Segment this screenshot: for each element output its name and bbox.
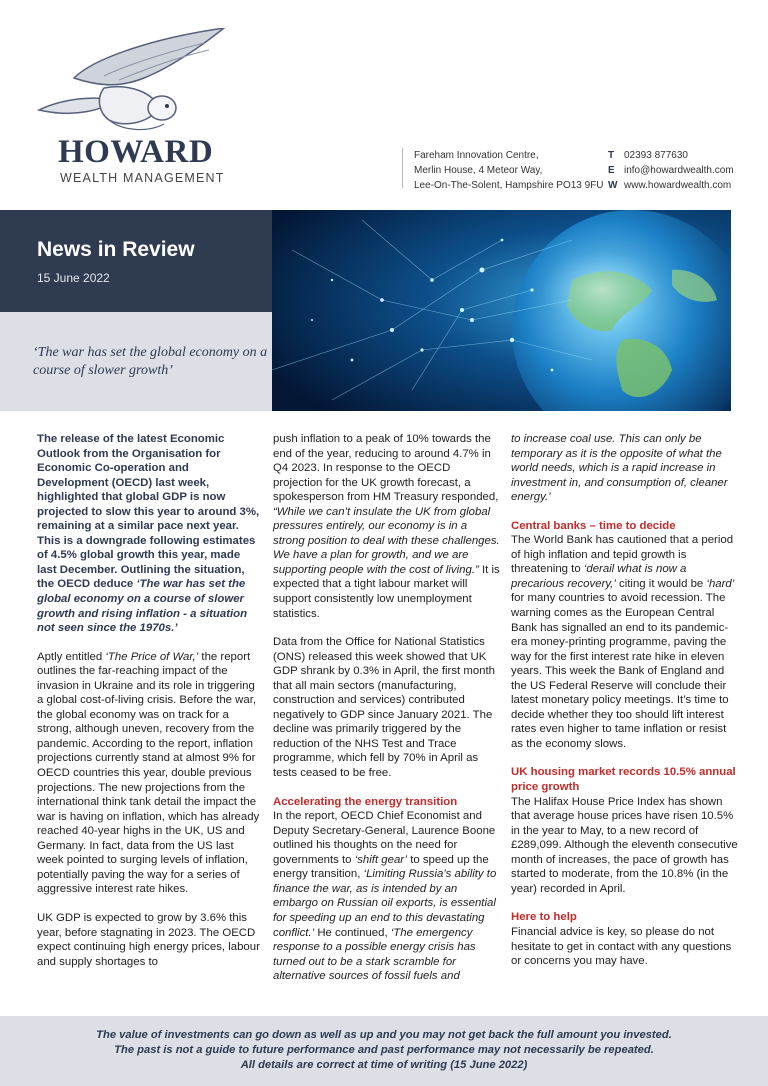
section-heading: Here to help [511,911,577,924]
paragraph: The Halifax House Price Index has shown that average house prices have risen 10.5% in the year to May, to a new record of £289,099. Although the eleventh consecutive month of increases, the pace of growth has started to moderate, from the 10.8% (in the year) recorded in April. [511,795,738,895]
contact-codes [608,148,617,193]
address-line: Lee-On-The-Solent, Hampshire PO13 9FU [414,180,604,191]
globe-network-image [272,210,731,411]
article-column-3 [511,432,741,983]
phone-code: T [608,150,615,161]
lead-paragraph: The release of the latest Economic Outlook from the Organisation for Economic Co-operation and Development (OECD) last week, highlighted that global GDP is now projected to slow this year to around 3%, remaining at a similar pace next year. This is a downgrade following estimates of 4.5% global growth this year, made last December. Outlining the situation, the OECD deduce ‘The war has set the global economy on a course of slower growth and rising inflation - a situation not seen since the 1970s.’ [37,433,260,635]
disclaimer-line: All details are correct at time of writing (15 June 2022) [240,1059,528,1071]
contact-block [402,148,738,191]
disclaimer-line: The value of investments can go down as well as up and you may not get back the full amount you invested. [96,1029,672,1041]
section-heading: Central banks – time to decide [511,519,676,532]
email-address[interactable]: info@howardwealth.com [624,165,734,176]
address-line: Merlin House, 4 Meteor Way, [414,165,543,176]
page-title: News in Review [37,238,195,261]
contact-values [624,148,734,193]
paragraph: The World Bank has cautioned that a period of high inflation and tepid growth is threatening to ‘derail what is now a precarious recovery,’ citing it would be ‘hard’ for many countries to avoid recession. The warning comes as the European Central Bank has signalled an end to its pandemic-era money-printing programme, paving the way for the first interest rate hike in eleven years. This week the Bank of England and the US Federal Reserve will conclude their latest monetary policy meetings. It’s time to decide whether they too should lift interest rates even higher to tame inflation or resist as the economy slows. [511,534,735,750]
contact-divider [402,148,403,188]
section-heading: Accelerating the energy transition [273,795,458,808]
brand-name: HOWARD [58,134,214,170]
address-line: Fareham Innovation Centre, [414,150,539,161]
paragraph: Data from the Office for National Statistics (ONS) released this week showed that UK GDP shrank by 0.3% in April, the first month that all main sectors (manufacturing, construction and services) contributed negatively to GDP since January 2021. The decline was primarily triggered by the reduction of the NHS Test and Trace programme, which fell by 70% in April as tests ceased to be free. [273,636,496,780]
brand-tagline: WEALTH MANAGEMENT [60,171,225,185]
pull-quote: ‘The war has set the global economy on a course of slower growth’ [33,345,268,378]
disclaimer-line: The past is not a guide to future performance and past performance may not necessarily be repeated. [114,1044,654,1056]
paragraph: Financial advice is key, so please do not hesitate to get in contact with any questions or concerns you may have. [511,925,732,968]
paragraph: to increase coal use. This can only be temporary as it is the opposite of what the world needs, which is a rapid increase in investment in, and consumption of, cleaner energy.’ [511,433,728,504]
website-link[interactable]: www.howardwealth.com [624,180,732,191]
owl-icon [34,28,229,138]
paragraph: Aptly entitled ‘The Price of War,’ the report outlines the far-reaching impact of the invasion in Ukraine and its role in triggering a global cost-of-living crisis. Before the war, the global economy was on track for a strong, although uneven, recovery from the pandemic. According to the report, inflation projections currently stand at almost 9% for OECD countries this year, double previous projections. The new projections from the international think tank detail the impact the war is having on inflation, which has already reached 40-year highs in the UK, US and Germany. In fact, data from the US last week pointed to surging levels of inflation, potentially paving the way for a series of aggressive interest rate hikes. [37,650,260,896]
section-heading: UK housing market records 10.5% annual price growth [511,766,736,794]
article-column-2 [273,432,501,998]
paragraph: push inflation to a peak of 10% towards the end of the year, reducing to around 4.7% in Q4 2023. In response to the OECD projection for the UK growth forecast, a spokesperson from HM Treasury responded, “While we can’t insulate the UK from global pressures entirely, our economy is in a strong position to deal with these challenges. We have a plan for growth, and we are supporting people with the cost of living.” It is expected that a tight labour market will support consistently low unemployment statistics. [273,433,500,620]
phone-number[interactable]: 02393 877630 [624,150,688,161]
article-column-1 [37,432,262,983]
paragraph: In the report, OECD Chief Economist and Deputy Secretary-General, Laurence Boone outlined his thoughts on the need for governments to ‘shift gear’ to speed up the energy transition, ‘Limiting Russia’s ability to finance the war, as is intended by an embargo on Russian oil exports, is essential for speeding up an end to this devastating conflict.’ He continued, ‘The emergency response to a possible energy crisis has turned out to be a stark scramble for alternative sources of fossil fuels and [273,810,497,983]
address [414,148,604,193]
email-code: E [608,165,615,176]
paragraph: UK GDP is expected to grow by 3.6% this year, before stagnating in 2023. The OECD expect continuing high energy prices, labour and supply shortages to [37,911,260,968]
web-code: W [608,180,618,191]
issue-date: 15 June 2022 [37,271,110,285]
disclaimer [0,1028,768,1073]
